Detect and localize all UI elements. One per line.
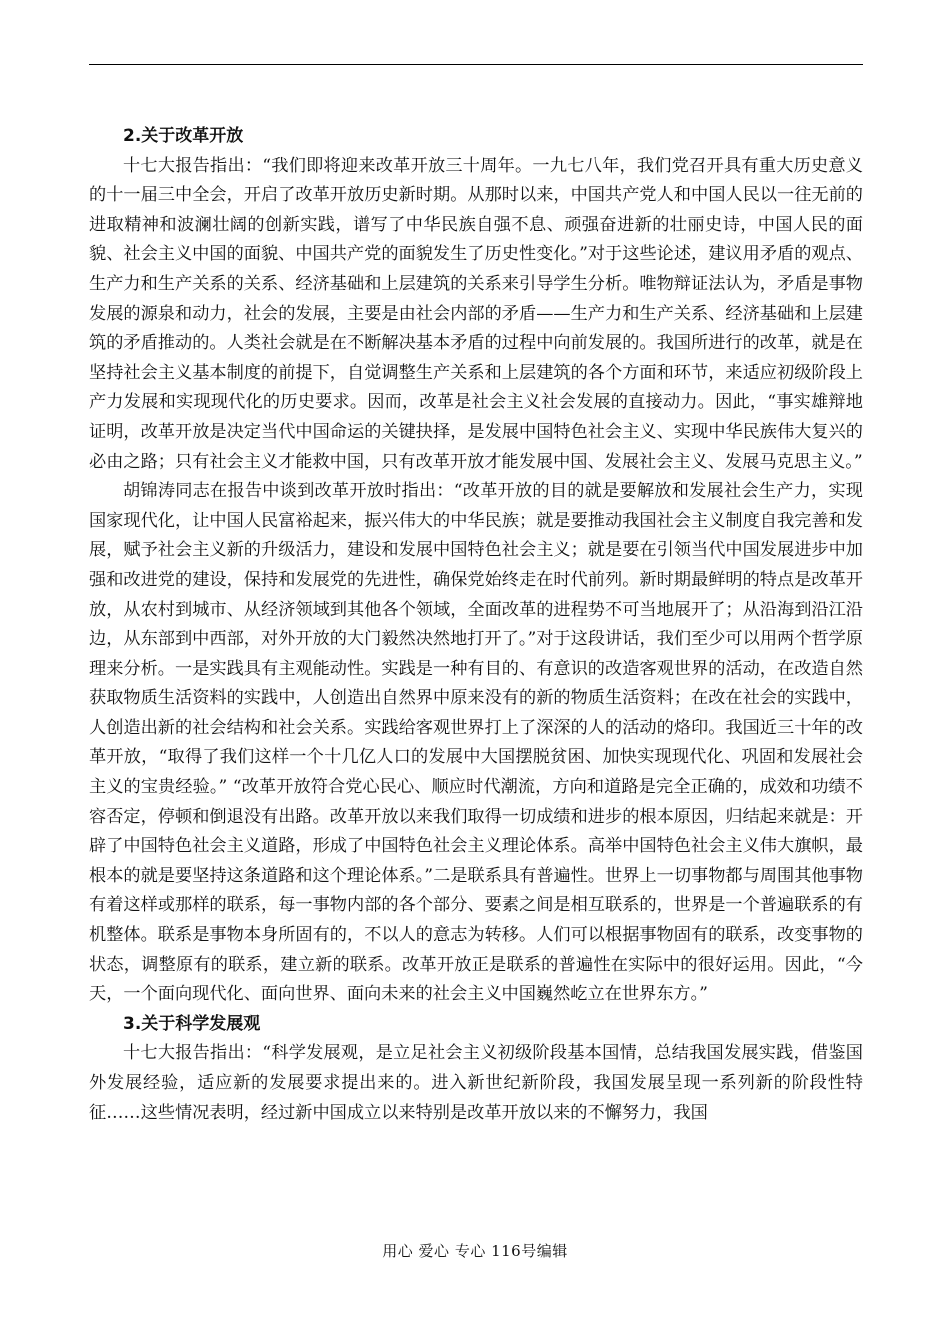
section-heading-reform: 2.关于改革开放 — [123, 126, 244, 146]
header-rule — [89, 64, 863, 65]
paragraph-reform-1: 十七大报告指出：“我们即将迎来改革开放三十周年。一九七八年，我们党召开具有重大历史意义的十一届三中全会，开启了改革开放历史新时期。从那时以来，中国共产党人和中国人民以一往无前的进取精神和波澜壮阔的创新实践，谱写了中华民族自强不息、顽强奋进新的壮丽史诗，中国人民的面貌、社会主义中国的面貌、中国共产党的面貌发生了历史性变化。”对于这些论述，建议用矛盾的观点、生产力和生产关系的关系、经济基础和上层建筑的关系来引导学生分析。唯物辩证法认为，矛盾是事物发展的源泉和动力，社会的发展，主要是由社会内部的矛盾——生产力和生产关系、经济基础和上层建筑的矛盾推动的。人类社会就是在不断解决基本矛盾的过程中向前发展的。我国所进行的改革，就是在坚持社会主义基本制度的前提下，自觉调整生产关系和上层建筑的各个方面和环节，来适应初级阶段上产力发展和实现现代化的历史要求。因而，改革是社会主义社会发展的直接动力。因此，“事实雄辩地证明，改革开放是决定当代中国命运的关键抉择，是发展中国特色社会主义、实现中华民族伟大复兴的必由之路；只有社会主义才能救中国，只有改革开放才能发展中国、发展社会主义、发展马克思主义。” — [89, 155, 863, 472]
paragraph-scientific-development-1: 十七大报告指出：“科学发展观，是立足社会主义初级阶段基本国情，总结我国发展实践，借鉴国外发展经验，适应新的发展要求提出来的。进入新世纪新阶段，我国发展呈现一系列新的阶段性特征……这些情况表明，经过新中国成立以来特别是改革开放以来的不懈努力，我国 — [89, 1043, 863, 1123]
page-footer: 用心 爱心 专心 116号编辑 — [382, 1242, 568, 1260]
document-body — [89, 122, 863, 1128]
section-heading-scientific-development: 3.关于科学发展观 — [123, 1013, 261, 1034]
paragraph-reform-2: 胡锦涛同志在报告中谈到改革开放时指出：“改革开放的目的就是要解放和发展社会生产力，实现国家现代化，让中国人民富裕起来，振兴伟大的中华民族；就是要推动我国社会主义制度自我完善和发展，赋予社会主义新的升级活力，建设和发展中国特色社会主义；就是要在引领当代中国发展进步中加强和改进党的建设，保持和发展党的先进性，确保党始终走在时代前列。新时期最鲜明的特点是改革开放，从农村到城市、从经济领域到其他各个领域，全面改革的进程势不可当地展开了；从沿海到沿江沿边，从东部到中西部，对外开放的大门毅然决然地打开了。”对于这段讲话，我们至少可以用两个哲学原理来分析。一是实践具有主观能动性。实践是一种有目的、有意识的改造客观世界的活动，在改造自然获取物质生活资料的实践中，人创造出自然界中原来没有的新的物质生活资料；在改在社会的实践中，人创造出新的社会结构和社会关系。实践给客观世界打上了深深的人的活动的烙印。我国近三十年的改革开放，“取得了我们这样一个十几亿人口的发展中大国摆脱贫困、加快实现现代化、巩固和发展社会主义的宝贵经验。” “改革开放符合党心民心、顺应时代潮流，方向和道路是完全正确的，成效和功绩不容否定，停顿和倒退没有出路。改革开放以来我们取得一切成绩和进步的根本原因，归结起来就是：开辟了中国特色社会主义道路，形成了中国特色社会主义理论体系。高举中国特色社会主义伟大旗帜，最根本的就是要坚持这条道路和这个理论体系。”二是联系具有普遍性。世界上一切事物都与周围其他事物有着这样或那样的联系，每一事物内部的各个部分、要素之间是相互联系的，世界是一个普遍联系的有机整体。联系是事物本身所固有的，不以人的意志为转移。人们可以根据事物固有的联系，改变事物的状态，调整原有的联系，建立新的联系。改革开放正是联系的普遍性在实际中的很好运用。因此，“今天，一个面向现代化、面向世界、面向未来的社会主义中国巍然屹立在世界东方。” — [89, 481, 863, 1005]
